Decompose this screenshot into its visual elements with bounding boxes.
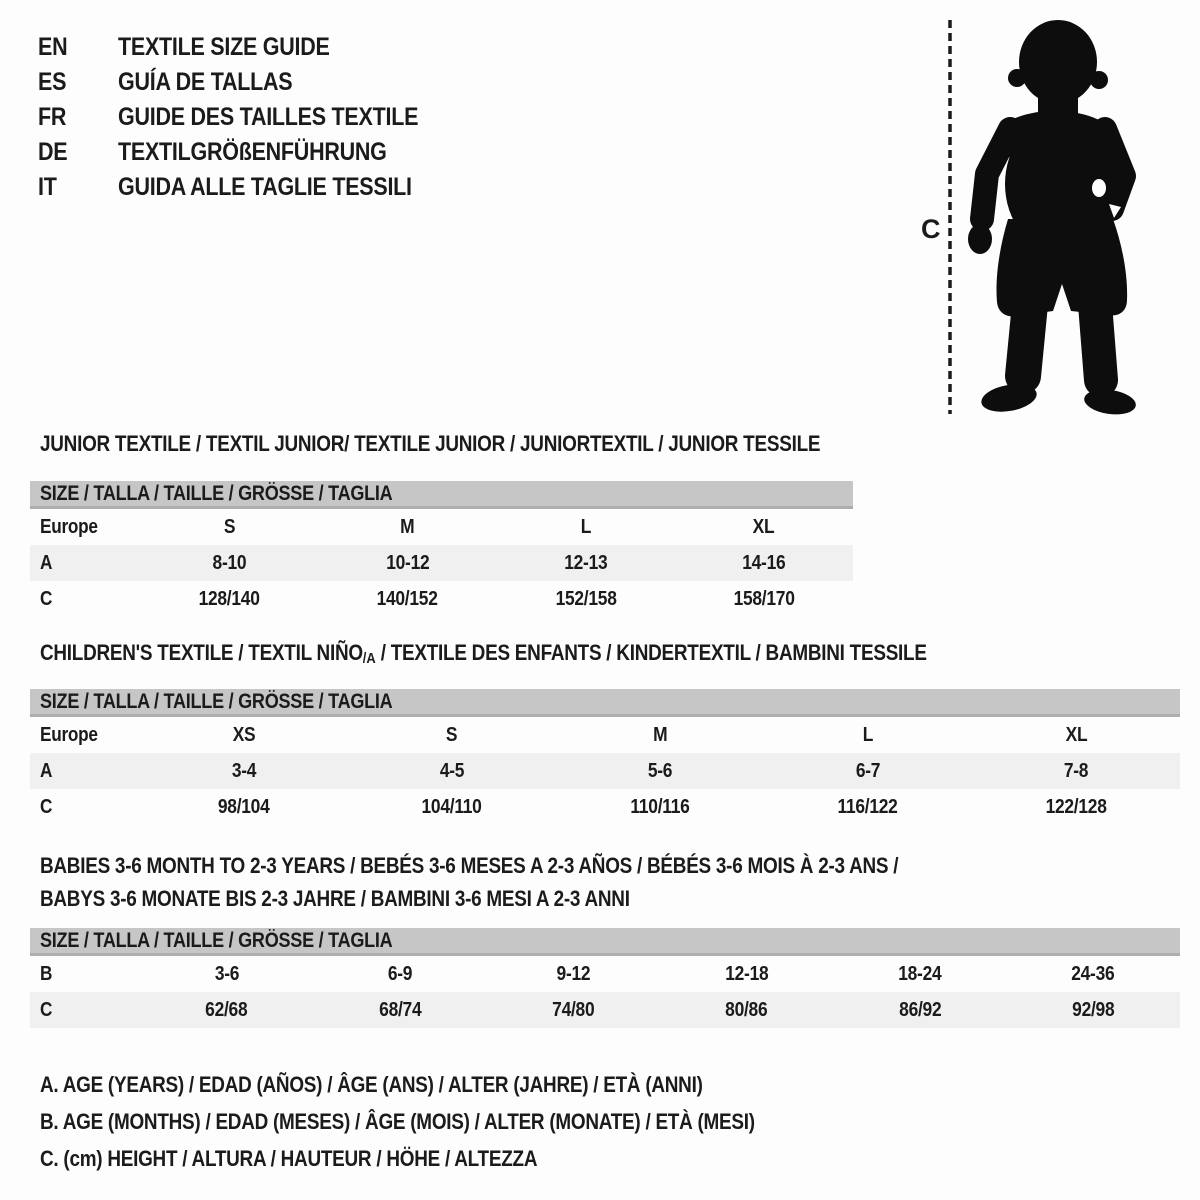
lang-row-es (38, 65, 467, 100)
lang-row-it (38, 170, 467, 205)
value-cell: 140/152 (376, 587, 438, 610)
lang-code: FR (38, 103, 67, 131)
value-cell: 158/170 (733, 587, 795, 610)
value-cell: 122/128 (1045, 795, 1107, 818)
value-cell: 110/116 (630, 795, 690, 818)
value-cell: 10-12 (385, 551, 429, 574)
value-cell: 62/68 (205, 998, 248, 1021)
size-cell: XL (1065, 723, 1087, 746)
lang-title: GUÍA DE TALLAS (118, 68, 293, 96)
value-cell: 116/122 (837, 795, 899, 818)
value-cell: 92/98 (1072, 998, 1115, 1021)
size-cell: XS (232, 723, 256, 746)
lang-code: IT (38, 173, 57, 201)
value-cell: 5-6 (647, 759, 673, 782)
height-measure-label: C (921, 214, 941, 244)
row-label-cell: A (40, 759, 53, 782)
size-table-header: SIZE / TALLA / TAILLE / GRÖSSE / TAGLIA (30, 689, 1180, 717)
table-row-height (30, 581, 853, 617)
table-row-months (30, 956, 1180, 992)
table-row-age (30, 545, 853, 581)
value-cell: 80/86 (725, 998, 768, 1021)
babies-section-title: BABIES 3-6 MONTH TO 2-3 YEARS / BEBÉS 3-6 MESES A 2-3 AÑOS / BÉBÉS 3-6 MOIS À 2-3 ANS / BABYS 3-6 MONATE BIS 2-3 JAHRE / BAMBINI 3-6 MESI A 2-3 ANNI (40, 853, 899, 911)
lang-row-fr (38, 100, 467, 135)
value-cell: 18-24 (898, 962, 942, 985)
measure-legend (40, 1066, 871, 1177)
babies-size-table (30, 928, 1180, 1028)
junior-section-title: JUNIOR TEXTILE / TEXTIL JUNIOR/ TEXTILE JUNIOR / JUNIORTEXTIL / JUNIOR TESSILE (40, 431, 821, 456)
size-cell: S (446, 723, 458, 746)
children-size-table (30, 689, 1180, 825)
lang-row-de (38, 135, 467, 170)
size-cell: S (223, 515, 235, 538)
children-section-title: CHILDREN'S TEXTILE / TEXTIL NIÑO/A / TEXTILE DES ENFANTS / KINDERTEXTIL / BAMBINI TESSILE (40, 640, 927, 667)
value-cell: 3-6 (214, 962, 239, 985)
value-cell: 24-36 (1071, 962, 1115, 985)
table-row-region (30, 717, 1180, 753)
lang-code: DE (38, 138, 68, 166)
title-subscript: /A (362, 650, 376, 667)
value-cell: 6-9 (387, 962, 413, 985)
value-cell: 8-10 (212, 551, 247, 574)
table-row-height (30, 789, 1180, 825)
value-cell: 3-4 (231, 759, 257, 782)
value-cell: 104/110 (421, 795, 483, 818)
value-cell: 128/140 (198, 587, 260, 610)
row-label-cell: C (40, 587, 53, 610)
lang-title: GUIDA ALLE TAGLIE TESSILI (118, 173, 412, 201)
value-cell: 14-16 (742, 551, 786, 574)
lang-code: ES (38, 68, 67, 96)
value-cell: 4-5 (439, 759, 465, 782)
value-cell: 9-12 (556, 962, 591, 985)
lang-title: TEXTILE SIZE GUIDE (118, 33, 330, 61)
value-cell: 6-7 (855, 759, 881, 782)
size-cell: M (400, 515, 415, 538)
value-cell: 74/80 (552, 998, 595, 1021)
region-label-cell: Europe (40, 515, 98, 538)
row-label-cell: C (40, 998, 53, 1021)
value-cell: 7-8 (1063, 759, 1089, 782)
size-cell: M (652, 723, 668, 746)
table-row-height (30, 992, 1180, 1028)
lang-title: GUIDE DES TAILLES TEXTILE (118, 103, 419, 131)
value-cell: 68/74 (378, 998, 422, 1021)
value-cell: 98/104 (218, 795, 270, 818)
legend-line-b: B. AGE (MONTHS) / EDAD (MESES) / ÂGE (MOIS) / ALTER (MONATE) / ETÀ (MESI) (40, 1108, 755, 1134)
baby-silhouette (968, 20, 1137, 418)
row-label-cell: A (40, 551, 53, 574)
baby-figure (905, 14, 1167, 418)
lang-code: EN (38, 33, 68, 61)
row-label-cell: C (40, 795, 53, 818)
size-cell: XL (753, 515, 775, 538)
legend-line-c: C. (cm) HEIGHT / ALTURA / HAUTEUR / HÖHE / ALTEZZA (40, 1145, 538, 1171)
junior-size-table (30, 481, 853, 617)
value-cell: 12-18 (725, 962, 769, 985)
size-cell: L (580, 515, 591, 538)
value-cell: 86/92 (898, 998, 942, 1021)
size-cell: L (862, 723, 874, 746)
table-row-region (30, 509, 853, 545)
size-table-header: SIZE / TALLA / TAILLE / GRÖSSE / TAGLIA (30, 928, 1180, 956)
lang-title: TEXTILGRÖßENFÜHRUNG (118, 138, 387, 166)
size-table-header: SIZE / TALLA / TAILLE / GRÖSSE / TAGLIA (30, 481, 853, 509)
value-cell: 152/158 (555, 587, 617, 610)
row-label-cell: B (40, 962, 53, 985)
table-row-age (30, 753, 1180, 789)
lang-row-en (38, 30, 467, 65)
language-title-block (38, 30, 467, 205)
region-label-cell: Europe (40, 723, 98, 746)
legend-line-a: A. AGE (YEARS) / EDAD (AÑOS) / ÂGE (ANS) / ALTER (JAHRE) / ETÀ (ANNI) (40, 1071, 703, 1097)
value-cell: 12-13 (564, 551, 608, 574)
